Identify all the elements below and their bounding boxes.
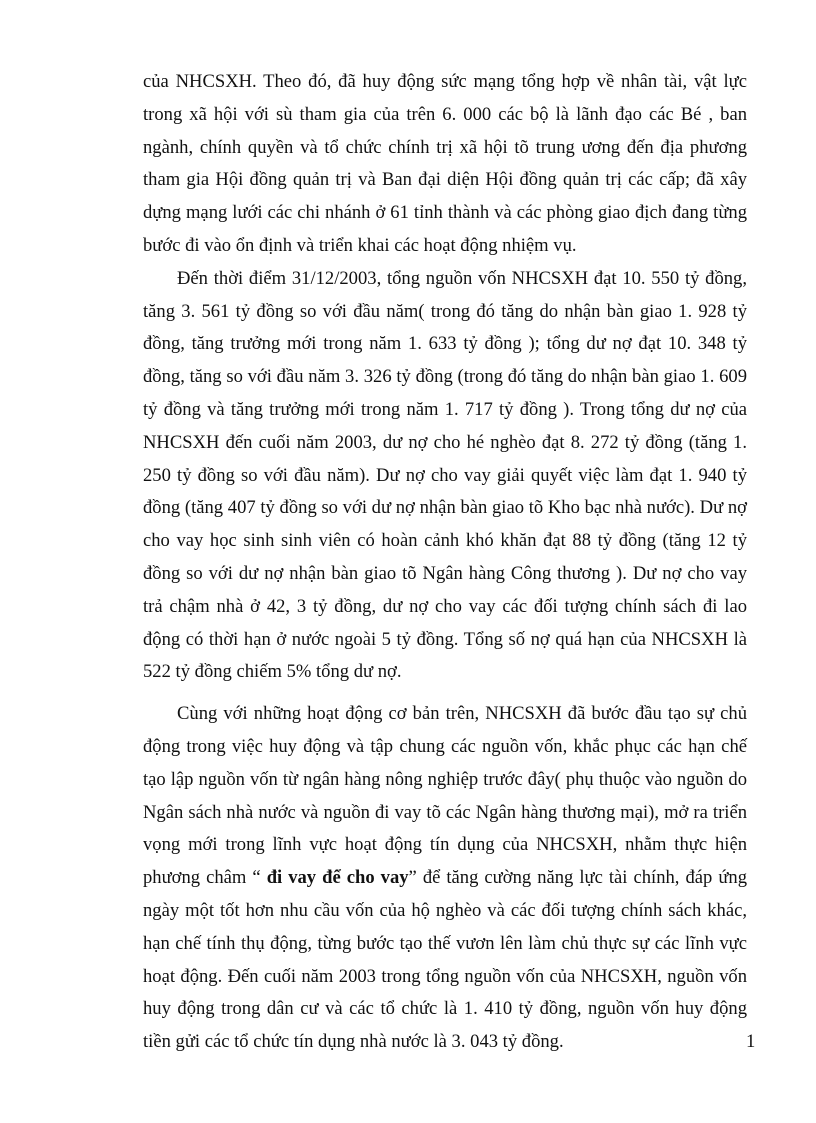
document-body xyxy=(143,66,747,1059)
paragraph-continuation: của NHCSXH. Theo đó, đã huy động sức mạng tổng hợp về nhân tài, vật lực trong xã hội với sù tham gia của trên 6. 000 các bộ là lãnh đạo các Bé , ban ngành, chính quyền và tổ chức chính trị xã hội tõ trung ương đến địa phương tham gia Hội đồng quản trị và Ban đại diện Hội đồng quản trị các cấp; đã xây dựng mạng lưới các chi nhánh ở 61 tỉnh thành và các phòng giao địch đang từng bước đi vào ổn định và triển khai các hoạt động nhiệm vụ. xyxy=(143,71,747,256)
paragraph-text-after: ” để tăng cường năng lực tài chính, đáp ứng ngày một tốt hơn nhu cầu vốn của hộ nghèo và các đối tượng chính sách khác, hạn chế tính thụ động, từng bước tạo thế vươn lên làm chủ thực sự các lĩnh vực hoạt động. Đến cuối năm 2003 trong tổng nguồn vốn của NHCSXH, nguồn vốn huy động trong dân cư và các tổ chức là 1. 410 tỷ đồng, nguồn vốn huy động tiền gửi các tổ chức tín dụng nhà nước là 3. 043 tỷ đồng. xyxy=(143,867,748,1053)
bold-phrase: đi vay để cho vay xyxy=(266,867,409,889)
paragraph-capital-mobilization xyxy=(143,698,747,1059)
paragraph-capital-report: Đến thời điểm 31/12/2003, tổng nguồn vốn NHCSXH đạt 10. 550 tỷ đồng, tăng 3. 561 tỷ đồng so với đầu năm( trong đó tăng do nhận bàn giao 1. 928 tỷ đồng, tăng trưởng mới trong năm 1. 633 tỷ đồng ); tổng dư nợ đạt 10. 348 tỷ đồng, tăng so với đầu năm 3. 326 tỷ đồng (trong đó tăng do nhận bàn giao 1. 609 tỷ đồng và tăng trưởng mới trong năm 1. 717 tỷ đồng ). Trong tổng dư nợ của NHCSXH đến cuối năm 2003, dư nợ cho hé nghèo đạt 8. 272 tỷ đồng (tăng 1. 250 tỷ đồng so với đầu năm). Dư nợ cho vay giải quyết việc làm đạt 1. 940 tỷ đồng (tăng 407 tỷ đồng so với dư nợ nhận bàn giao tõ Kho bạc nhà nước). Dư nợ cho vay học sinh sinh viên có hoàn cảnh khó khăn đạt 88 tỷ đồng (tăng 12 tỷ đồng so với dư nợ nhận bàn giao tõ Ngân hàng Công thương ). Dư nợ cho vay trả chậm nhà ở 42, 3 tỷ đồng, dư nợ cho vay các đối tượng chính sách đi lao động có thời hạn ở nước ngoài 5 tỷ đồng. Tổng số nợ quá hạn của NHCSXH là 522 tỷ đồng chiếm 5% tổng dư nợ. xyxy=(143,267,747,683)
page-number: 1 xyxy=(746,1031,756,1052)
paragraph-text-before: Cùng với những hoạt động cơ bản trên, NHCSXH đã bước đầu tạo sự chủ động trong việc huy động và tập chung các nguồn vốn, khắc phục các hạn chế tạo lập nguồn vốn từ ngân hàng nông nghiệp trước đây( phụ thuộc vào nguồn do Ngân sách nhà nước và nguồn đi vay tõ các Ngân hàng thương mại), mở ra triển vọng mới trong lĩnh vực hoạt động tín dụng của NHCSXH, nhằm thực hiện phương châm “ xyxy=(143,703,747,889)
